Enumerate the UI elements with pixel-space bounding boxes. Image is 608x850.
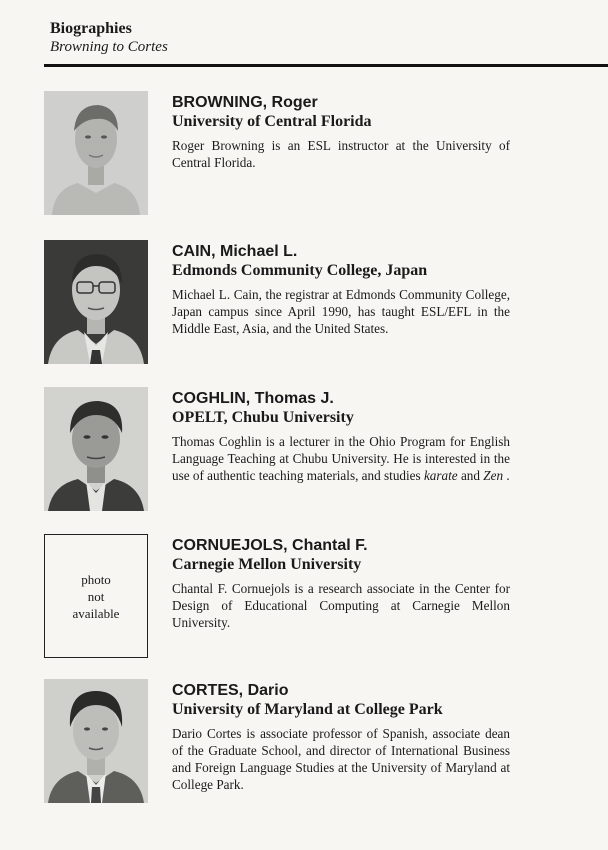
bio-description: Dario Cortes is associate professor of Spanish, associate dean of the Graduate School, and director of International Business and Foreign Language Studies at the University of Maryland at College Park. (172, 726, 510, 792)
portrait-photo (44, 240, 148, 364)
portrait-image (44, 387, 148, 511)
bio-text (172, 534, 510, 631)
section-subtitle: Browning to Cortes (50, 39, 168, 55)
bio-name: CAIN, Michael L. (172, 243, 298, 260)
bio-name: CORTES, Dario (172, 682, 289, 699)
bio-institution: OPELT, Chubu University (172, 409, 354, 426)
portrait-image (44, 240, 148, 364)
bio-name: BROWNING, Roger (172, 94, 318, 111)
placeholder-line: photo (81, 571, 111, 587)
bio-description (172, 433, 510, 484)
bio-institution: University of Maryland at College Park (172, 701, 443, 718)
placeholder-line: available (72, 605, 120, 621)
portrait-image (44, 91, 148, 215)
photo-placeholder (44, 534, 148, 658)
portrait-image (44, 679, 148, 803)
bio-institution: Edmonds Community College, Japan (172, 262, 428, 279)
portrait-photo (44, 91, 148, 215)
bio-description: Roger Browning is an ESL instructor at the University of Central Florida. (172, 138, 510, 170)
bio-text (172, 240, 510, 337)
bio-name: COGHLIN, Thomas J. (172, 390, 334, 407)
bio-description-end: . (503, 468, 510, 483)
section-title: Biographies (50, 20, 132, 37)
page-header (50, 20, 590, 56)
bio-name: CORNUEJOLS, Chantal F. (172, 537, 368, 554)
portrait-photo (44, 387, 148, 511)
bio-text (172, 91, 510, 171)
header-rule (44, 64, 608, 67)
bio-description: Michael L. Cain, the registrar at Edmonds Community College, Japan campus since April 1990, has taught ESL/EFL in the Middle East, Asia, and the United States. (172, 287, 510, 336)
bio-description-text: Thomas Coghlin is a lecturer in the Ohio Program for English Language Teaching at Chubu University. He is interested in the use of authentic teaching materials, and studies (172, 434, 510, 483)
placeholder-line: not (87, 588, 105, 604)
bio-description-and: and (457, 468, 484, 483)
bio-description-zen: Zen (483, 468, 504, 483)
photo-placeholder-text (56, 571, 136, 622)
bio-text (172, 679, 510, 793)
bio-description-karate: karate (423, 468, 458, 483)
portrait-photo (44, 679, 148, 803)
bio-institution: University of Central Florida (172, 113, 372, 130)
bio-description: Chantal F. Cornuejols is a research associate in the Center for Design of Educational Computing at Carnegie Mellon University. (172, 581, 510, 630)
bio-institution: Carnegie Mellon University (172, 556, 362, 573)
bio-text (172, 387, 510, 484)
